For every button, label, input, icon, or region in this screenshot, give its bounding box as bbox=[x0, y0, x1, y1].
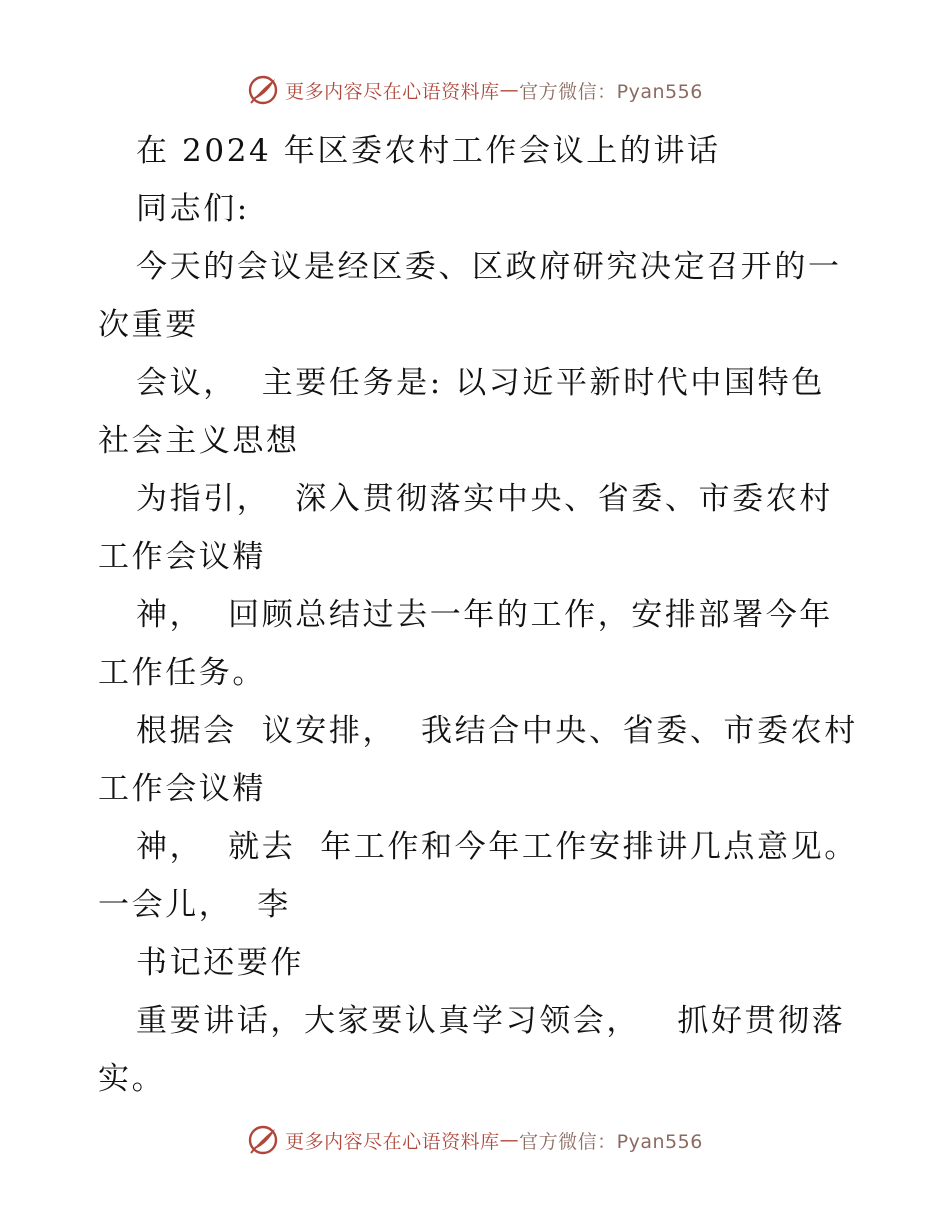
header-watermark-dash: — bbox=[499, 79, 520, 101]
paragraph-line: 次重要 bbox=[98, 307, 199, 343]
paragraph-line: 工作会议精 bbox=[98, 771, 266, 807]
document-title: 在 2024 年区委农村工作会议上的讲话 bbox=[136, 133, 721, 169]
paragraph-line: 一会儿， 李 bbox=[98, 887, 291, 923]
document-body bbox=[98, 123, 918, 1109]
paragraph-line: 神， 回顾总结过去一年的工作，安排部署今年 bbox=[136, 597, 833, 633]
paragraph-line: 社会主义思想 bbox=[98, 423, 300, 459]
paragraph-line: 今天的会议是经区委、区政府研究决定召开的一 bbox=[136, 249, 842, 285]
header-watermark-contact: 官方微信：Pyan556 bbox=[519, 80, 703, 103]
header-watermark bbox=[0, 70, 950, 110]
footer-watermark-text: 更多内容尽在心语资料库 bbox=[285, 1130, 500, 1153]
paragraph-line: 工作任务。 bbox=[98, 655, 266, 691]
paragraph-line: 书记还要作 bbox=[136, 945, 304, 981]
paragraph-line: 神， 就去 年工作和今年工作安排讲几点意见。 bbox=[136, 829, 858, 865]
footer-watermark bbox=[0, 1120, 950, 1160]
paragraph-line: 根据会 议安排， 我结合中央、省委、市委农村 bbox=[136, 713, 858, 749]
paragraph-line: 会议， 主要任务是: 以习近平新时代中国特色 bbox=[136, 365, 825, 401]
paragraph-line: 重要讲话，大家要认真学习领会， 抓好贯彻落 bbox=[136, 1003, 846, 1039]
salutation: 同志们: bbox=[136, 191, 250, 227]
paragraph-line: 为指引， 深入贯彻落实中央、省委、市委农村 bbox=[136, 481, 833, 517]
paragraph-line: 实。 bbox=[98, 1061, 166, 1097]
header-watermark-text: 更多内容尽在心语资料库 bbox=[285, 80, 500, 103]
quill-logo-icon bbox=[247, 1124, 279, 1156]
paragraph-line: 工作会议精 bbox=[98, 539, 266, 575]
footer-watermark-contact: 官方微信：Pyan556 bbox=[519, 1130, 703, 1153]
footer-watermark-dash: — bbox=[499, 1129, 520, 1151]
quill-logo-icon bbox=[247, 74, 279, 106]
